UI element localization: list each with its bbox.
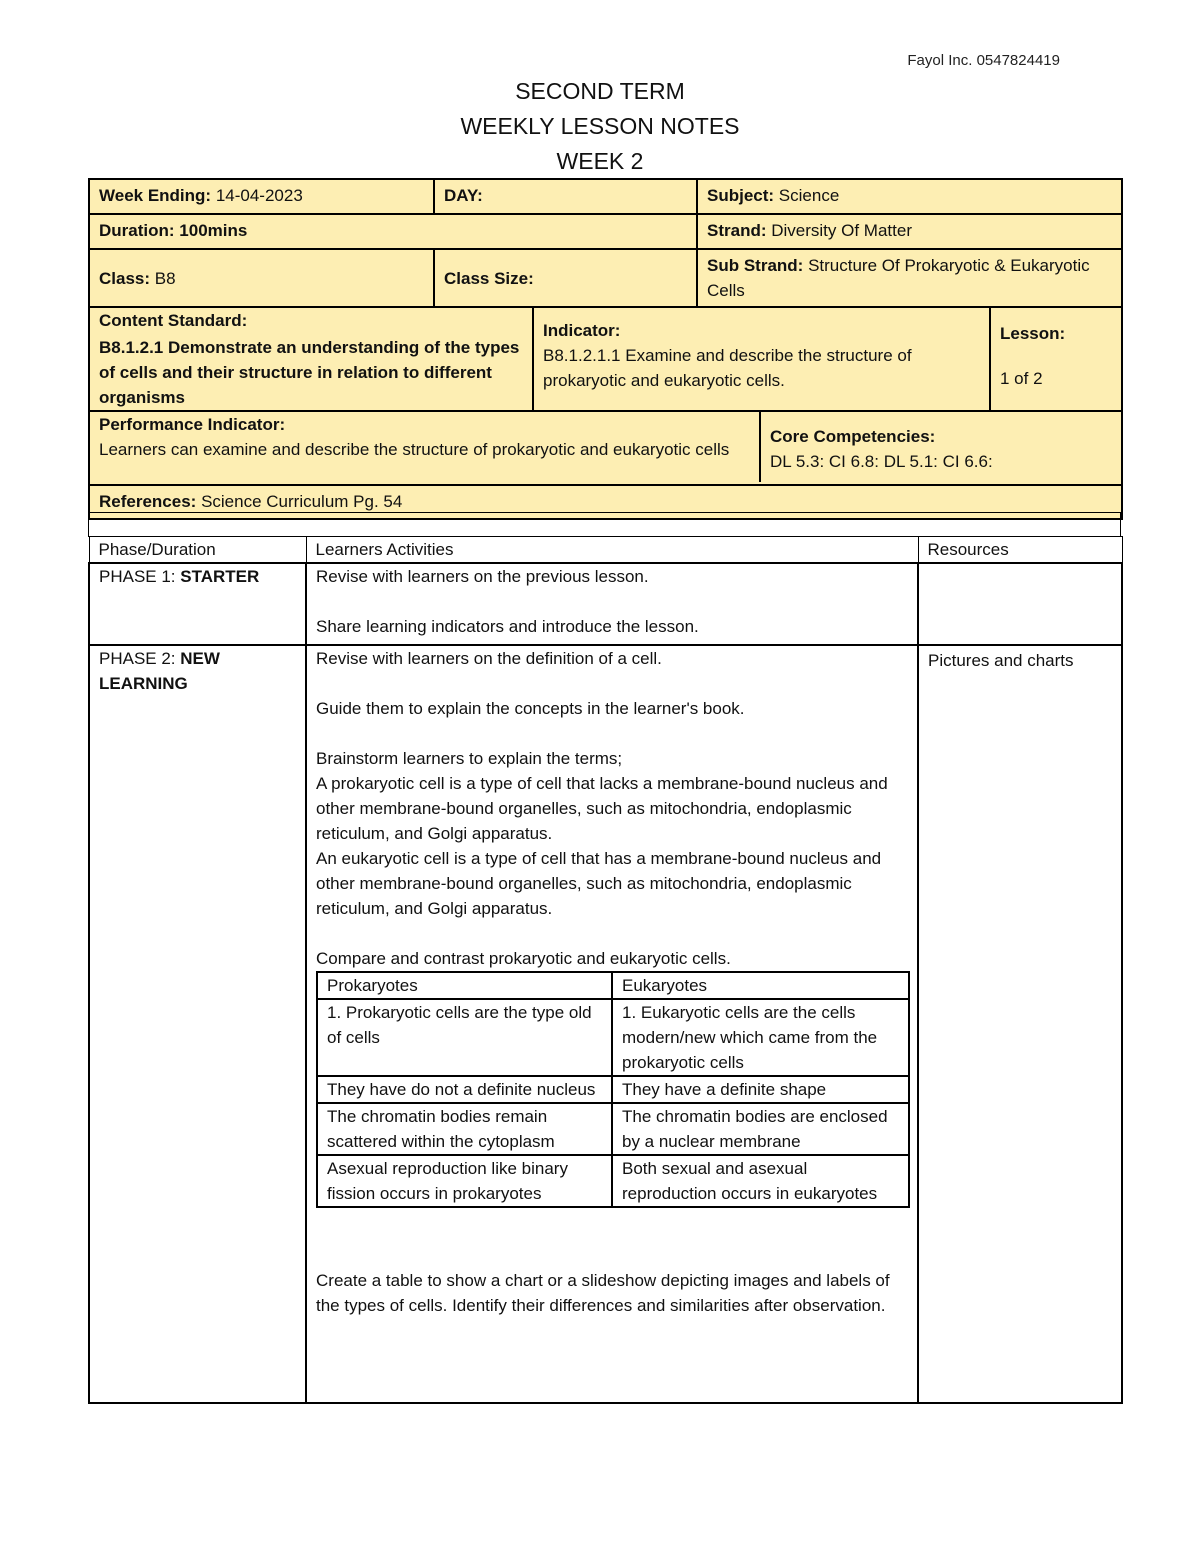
- phase2-cell: PHASE 2: NEW LEARNING: [89, 645, 306, 1403]
- subject-value: Science: [778, 186, 840, 205]
- performance-row: [89, 411, 1122, 485]
- phase1-name: STARTER: [180, 567, 260, 586]
- lesson-header-table: [88, 178, 1123, 520]
- comparison-row: The chromatin bodies remain scattered within the cytoplasm The chromatin bodies are enclosed by a nuclear membrane: [317, 1103, 909, 1155]
- class-value: B8: [154, 268, 176, 288]
- content-standard-value: B8.1.2.1 Demonstrate an understanding of the types of cells and their structure in relation to different organisms: [99, 338, 520, 407]
- duration-cell: Duration: 100mins: [89, 214, 697, 249]
- sub-strand-cell: Sub Strand: Structure Of Prokaryotic & Eukaryotic Cells: [697, 249, 1122, 307]
- comparison-table: [316, 971, 910, 1208]
- strand-value: Diversity Of Matter: [771, 221, 912, 240]
- competencies-cell: [760, 412, 1122, 482]
- col-phase-header: Phase/Duration: [89, 537, 306, 564]
- phase1-cell: PHASE 1: STARTER: [89, 563, 306, 645]
- standard-indicator-row: [89, 307, 1122, 411]
- phase1-activities: [306, 563, 918, 645]
- indicator-value: B8.1.2.1.1 Examine and describe the structure of prokaryotic and eukaryotic cells.: [543, 346, 912, 390]
- week-ending-value: 14-04-2023: [215, 186, 303, 205]
- lesson-plan-table: [88, 536, 1123, 1404]
- day-cell: DAY:: [434, 179, 697, 214]
- references-value: Science Curriculum Pg. 54: [201, 492, 403, 511]
- comparison-row: 1. Prokaryotic cells are the type old of cells 1. Eukaryotic cells are the cells modern/new which came from the prokaryotic cells: [317, 999, 909, 1076]
- eukaryote-definition: An eukaryotic cell is a type of cell that has a membrane-bound nucleus and other membrane-bound organelles, such as mitochondria, endoplasmic reticulum, and Golgi apparatus.: [316, 849, 882, 918]
- class-cell: Class: B8: [89, 249, 434, 307]
- comparison-row: They have do not a definite nucleus They have a definite shape: [317, 1076, 909, 1103]
- indicator-cell: [533, 308, 990, 410]
- comparison-header-prokaryotes: Prokaryotes: [317, 972, 612, 999]
- col-activities-header: Learners Activities: [306, 537, 918, 564]
- subject-cell: Subject: Science: [697, 179, 1122, 214]
- phase2-paragraph-3: Brainstorm learners to explain the terms;: [316, 749, 623, 768]
- references-cell: References: Science Curriculum Pg. 54: [89, 485, 1122, 519]
- content-standard-label: Content Standard:: [99, 311, 248, 330]
- phase2-paragraph-7: Create a table to show a chart or a slideshow depicting images and labels of the types of cells. Identify their differences and similarities after observation.: [316, 1271, 890, 1315]
- competencies-value: DL 5.3: CI 6.8: DL 5.1: CI 6.6:: [770, 452, 993, 471]
- term-title: SECOND TERM: [515, 78, 685, 104]
- phase1-resources: [918, 563, 1122, 645]
- content-standard-cell: [90, 308, 533, 410]
- competencies-label: Core Competencies:: [770, 427, 936, 446]
- document-titles: [0, 74, 1200, 179]
- week-ending-cell: Week Ending: 14-04-2023: [89, 179, 434, 214]
- phase2-activities: [306, 645, 918, 1403]
- brand-contact: Fayol Inc. 0547824419: [907, 52, 1060, 69]
- phase2-paragraph-1: Revise with learners on the definition of a cell.: [316, 649, 662, 668]
- sub-strand-value: Structure Of Prokaryotic & Eukaryotic Cells: [707, 256, 1090, 300]
- phase2-resources: Pictures and charts: [918, 645, 1122, 1403]
- performance-label: Performance Indicator:: [99, 415, 286, 434]
- compare-instruction: Compare and contrast prokaryotic and eukaryotic cells.: [316, 949, 731, 968]
- comparison-row: Asexual reproduction like binary fission occurs in prokaryotes Both sexual and asexual reproduction occurs in eukaryotes: [317, 1155, 909, 1207]
- phase1-line-2: Share learning indicators and introduce the lesson.: [316, 617, 699, 636]
- performance-value: Learners can examine and describe the structure of prokaryotic and eukaryotic cells: [99, 440, 730, 459]
- week-title: WEEK 2: [556, 148, 644, 174]
- lesson-value: 1 of 2: [1000, 369, 1043, 388]
- col-resources-header: Resources: [918, 537, 1122, 564]
- phase2-paragraph-2: Guide them to explain the concepts in the learner's book.: [316, 699, 745, 718]
- lesson-label: Lesson:: [1000, 324, 1066, 343]
- class-size-cell: Class Size:: [434, 249, 697, 307]
- comparison-header-eukaryotes: Eukaryotes: [612, 972, 909, 999]
- indicator-label: Indicator:: [543, 321, 621, 340]
- duration-value: 100mins: [179, 221, 248, 240]
- phase2-name: LEARNING: [99, 674, 188, 693]
- blank-separator-row: [88, 512, 1121, 537]
- performance-cell: [90, 412, 760, 482]
- notes-title: WEEKLY LESSON NOTES: [460, 113, 740, 139]
- lesson-cell: [990, 308, 1122, 410]
- strand-cell: Strand: Diversity Of Matter: [697, 214, 1122, 249]
- prokaryote-definition: A prokaryotic cell is a type of cell that lacks a membrane-bound nucleus and other membrane-bound organelles, such as mitochondria, endoplasmic reticulum, and Golgi apparatus.: [316, 774, 888, 843]
- phase1-line-1: Revise with learners on the previous lesson.: [316, 567, 649, 586]
